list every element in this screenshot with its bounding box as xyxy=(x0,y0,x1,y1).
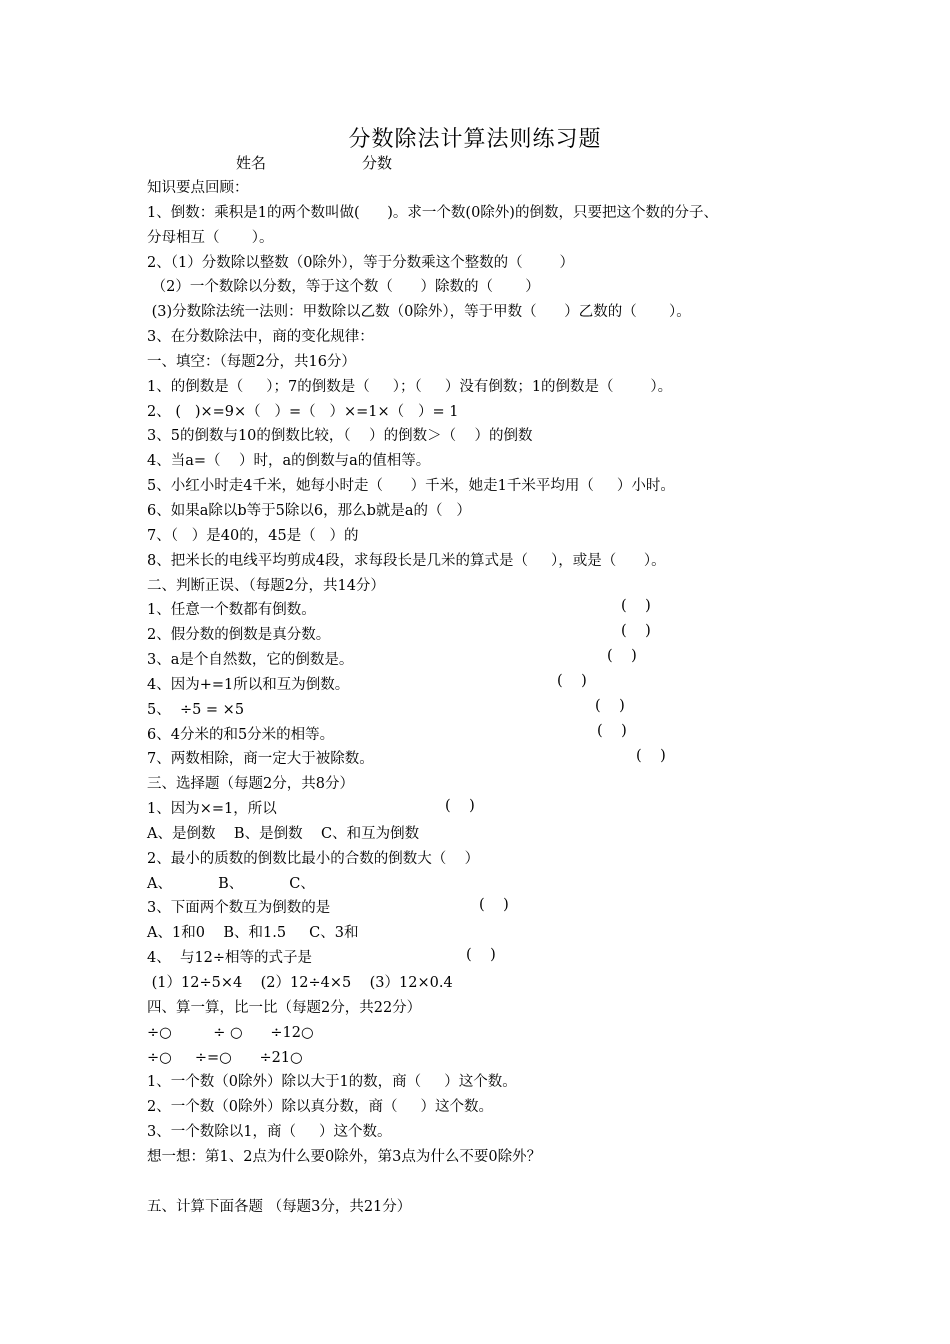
text-line: (3)分数除法统一法则：甲数除以乙数（0除外），等于甲数（ ）乙数的（ ）。 xyxy=(147,304,691,321)
text-line: A、是倒数 B、是倒数 C、和互为倒数 xyxy=(147,825,420,842)
text-line: 3、一个数除以1，商（ ）这个数。 xyxy=(147,1124,392,1141)
worksheet-body xyxy=(147,176,837,1219)
text-line: 1、倒数：乘积是1的两个数叫做( )。求一个数(0除外)的倒数，只要把这个数的分子、 xyxy=(147,204,718,221)
answer-bracket: ( ) xyxy=(595,698,625,714)
text-line: 1、一个数（0除外）除以大于1的数，商（ ）这个数。 xyxy=(147,1074,517,1091)
text-line: 4、当a=（ ）时，a的倒数与a的值相等。 xyxy=(147,453,431,470)
text-line: 3、下面两个数互为倒数的是 xyxy=(147,900,331,917)
text-line: 知识要点回顾： xyxy=(147,180,249,196)
answer-bracket: ( ) xyxy=(445,798,475,814)
answer-bracket: ( ) xyxy=(597,723,627,739)
answer-bracket: ( ) xyxy=(479,897,509,913)
text-line: 2、一个数（0除外）除以真分数，商（ ）这个数。 xyxy=(147,1099,493,1116)
text-line: 1、任意一个数都有倒数。 xyxy=(147,602,316,619)
text-line: 3、5的倒数与10的倒数比较，（ ）的倒数＞（ ）的倒数 xyxy=(147,428,533,445)
text-line: 7、（ ）是40的，45是（ ）的 xyxy=(147,527,359,544)
answer-bracket: ( ) xyxy=(636,748,666,764)
section-heading: 二、判断正误、（每题2分，共14分） xyxy=(147,577,385,594)
text-line: (1）12÷5×4 (2）12÷4×5 (3）12×0.4 xyxy=(147,975,453,991)
text-line: 2、最小的质数的倒数比最小的合数的倒数大（ ） xyxy=(147,850,480,867)
text-line: 5、 ÷5 = ×5 xyxy=(147,701,245,718)
text-line: 1、的倒数是（ ）；7的倒数是（ ）；（ ）没有倒数；1的倒数是（ ）。 xyxy=(147,378,673,395)
section-heading: 一、填空：（每题2分，共16分） xyxy=(147,353,356,370)
text-line: 6、如果a除以b等于5除以6，那么b就是a的（ ） xyxy=(147,502,471,519)
page-title: 分数除法计算法则练习题 xyxy=(348,127,602,152)
answer-bracket: ( ) xyxy=(621,598,651,614)
text-line: 8、把米长的电线平均剪成4段，求每段长是几米的算式是（ ），或是（ ）。 xyxy=(147,552,666,569)
text-line: 2、假分数的倒数是真分数。 xyxy=(147,627,331,644)
answer-bracket: ( ) xyxy=(557,673,587,689)
answer-bracket: ( ) xyxy=(466,947,496,963)
text-line: 5、小红小时走4千米，她每小时走（ ）千米，她走1千米平均用（ ）小时。 xyxy=(147,478,675,495)
section-heading: 四、算一算，比一比（每题2分，共22分） xyxy=(147,999,422,1016)
text-line: 想一想：第1、2点为什么要0除外，第3点为什么不要0除外？ xyxy=(147,1148,542,1165)
section-heading: 三、选择题（每题2分，共8分） xyxy=(147,776,354,793)
text-line: 1、因为×=1，所以 xyxy=(147,801,277,818)
name-label: 姓名 xyxy=(236,154,267,172)
text-line: 2、（1）分数除以整数（0除外），等于分数乘这个整数的（ ） xyxy=(147,254,575,271)
text-line: ÷○ ÷=○ ÷21○ xyxy=(147,1049,303,1066)
text-line: 3、在分数除法中，商的变化规律： xyxy=(147,329,374,346)
score-label: 分数 xyxy=(362,154,393,172)
answer-bracket: ( ) xyxy=(621,623,651,639)
text-line: 7、两数相除，商一定大于被除数。 xyxy=(147,751,374,768)
text-line: 分母相互（ ）。 xyxy=(147,229,274,246)
text-line: 4、 与12÷相等的式子是 xyxy=(147,950,313,967)
section-heading: 五、计算下面各题 （每题3分，共21分） xyxy=(147,1198,412,1215)
text-line: ÷○ ÷ ○ ÷12○ xyxy=(147,1024,314,1041)
text-line: 3、a是个自然数，它的倒数是。 xyxy=(147,652,354,669)
text-line: A、 B、 C、 xyxy=(147,875,315,892)
answer-bracket: ( ) xyxy=(607,648,637,664)
text-line: A、1和0 B、和1.5 C、3和 xyxy=(147,925,359,942)
text-line: 4、因为+=1所以和互为倒数。 xyxy=(147,676,350,693)
blank-line xyxy=(147,1170,837,1195)
text-line: （2）一个数除以分数，等于这个数（ ）除数的（ ） xyxy=(147,279,540,296)
text-line: 6、4分米的和5分米的相等。 xyxy=(147,726,335,743)
text-line: 2、 ( )×=9×（ ）=（ ）×=1×（ ）= 1 xyxy=(147,403,459,420)
